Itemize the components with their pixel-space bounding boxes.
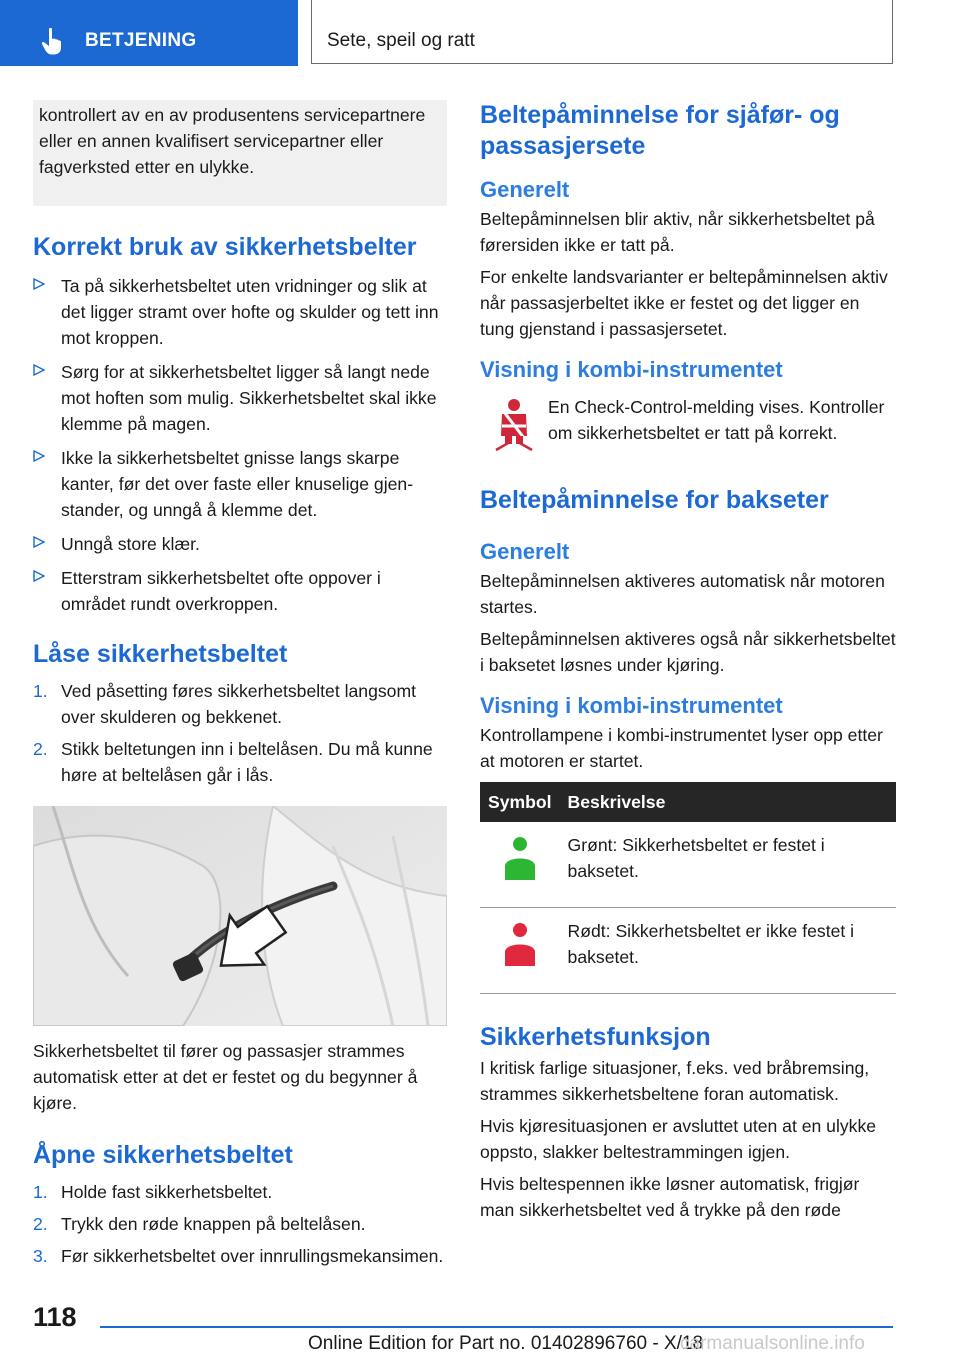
hand-pointer-icon (40, 27, 66, 55)
paragraph: Hvis beltespennen ikke løsner automatisk, frigjør man sikkerhetsbeltet ved å trykke på den røde (480, 1174, 860, 1220)
heading-correct-use: Korrekt bruk av sikkerhetsbelter (33, 233, 417, 261)
paragraph: Beltepåminnelsen aktiveres automatisk når motoren startes. (480, 571, 885, 617)
watermark: carmanualsonline.info (680, 1333, 865, 1354)
check-control-row (480, 394, 896, 457)
table-header-row (480, 782, 896, 822)
col-header-symbol: Symbol (480, 782, 560, 822)
page-header (0, 0, 960, 66)
step-item: 2. Trykk den røde knappen på beltelåsen. (33, 1214, 366, 1234)
lock-belt-steps (33, 678, 447, 788)
paragraph: For enkelte landsvarianter er beltepåminnelsen aktiv når passasjerbeltet ikke er festet og det ligger en tung gjenstand i passasjersetet. (480, 267, 888, 339)
heading-reminder-front: Beltepåminnelse for sjåfør- og passasjersete (480, 101, 840, 160)
right-column (480, 100, 896, 1223)
table-row (480, 908, 896, 994)
page-number: 118 (33, 1302, 77, 1332)
paragraph: Beltepåminnelsen blir aktiv, når sikkerhetsbeltet på førersiden ikke er tatt på. (480, 209, 875, 255)
chapter-tab (0, 0, 298, 66)
paragraph: I kritisk farlige situasjoner, f.eks. ved bråbremsing, strammes sikkerhetsbeltene foran automatisk. (480, 1058, 870, 1104)
seat-buckle-illustration (33, 806, 447, 1026)
seatbelt-warning-icon (494, 398, 534, 452)
heading-reminder-rear: Beltepåminnelse for bakseter (480, 486, 829, 514)
seat-belt-buckle-photo (33, 806, 447, 1026)
step-item: 3. Før sikkerhetsbeltet over innrullingsmekansimen. (33, 1246, 444, 1266)
green-occupant-icon (503, 836, 537, 882)
edition-note: Online Edition for Part no. 01402896760 - X/18 (308, 1333, 704, 1354)
heading-lock-belt: Låse sikkerhetsbeltet (33, 640, 288, 668)
subheading-general: Generelt (480, 539, 570, 564)
paragraph: Hvis kjøresituasjonen er avsluttet uten at en ulykke oppsto, slakker beltestrammingen igjen. (480, 1116, 877, 1162)
triangle-bullet-icon (33, 278, 45, 290)
list-item: Ta på sikkerhetsbeltet uten vridninger og slik at det ligger stramt over hofte og skulder og tett inn mot kroppen. (33, 273, 447, 351)
section-tab (311, 0, 893, 64)
row-description: Grønt: Sikkerhetsbeltet er festet i baksetet. (560, 822, 896, 908)
step-item: 2. Stikk beltetungen inn i beltelåsen. Du må kunne høre at beltelåsen går i lås. (33, 739, 433, 785)
subheading-instrument-display: Visning i kombi-instrumentet (480, 693, 783, 718)
triangle-bullet-icon (33, 536, 45, 548)
photo-caption: Sikkerhetsbeltet til fører og passasjer strammes automatisk etter at det er festet og du begynner å kjøre. (33, 1041, 418, 1113)
list-item: Ikke la sikkerhetsbeltet gnisse langs skarpe kanter, før det over faste eller knuselige gjenstander, og unngå å klemme det. (33, 445, 447, 523)
triangle-bullet-icon (33, 364, 45, 376)
subheading-instrument-display: Visning i kombi-instrumentet (480, 357, 783, 382)
page-footer (0, 1290, 960, 1362)
heading-open-belt: Åpne sikkerhetsbeltet (33, 1141, 293, 1169)
footer-rule (100, 1326, 893, 1328)
note-text: kontrollert av en av produsentens servicepartnere eller en annen kvalifisert servicepartner eller fagverksted etter en ulykke. (39, 105, 426, 177)
indicator-table (480, 782, 896, 994)
paragraph: Beltepåminnelsen aktiveres også når sikkerhetsbeltet i baksetet løsnes under kjøring. (480, 629, 896, 675)
list-item: Unngå store klær. (33, 531, 447, 557)
triangle-bullet-icon (33, 450, 45, 462)
step-item: 1. Ved påsetting føres sikkerhetsbeltet langsomt over skulderen og bekkenet. (33, 681, 416, 727)
red-occupant-icon (503, 922, 537, 968)
row-description: Rødt: Sikkerhetsbeltet er ikke festet i baksetet. (560, 908, 896, 994)
open-belt-steps (33, 1179, 447, 1269)
chapter-title: BETJENING (85, 30, 197, 51)
paragraph: Kontrollampene i kombi-instrumentet lyser opp etter at motoren er startet. (480, 725, 883, 771)
correct-use-list (33, 273, 447, 617)
col-header-description: Beskrivelse (560, 782, 896, 822)
step-item: 1. Holde fast sikkerhetsbeltet. (33, 1182, 273, 1202)
check-control-text: En Check-Control-melding vises. Kontroller om sikkerhetsbeltet er tatt på korrekt. (548, 397, 885, 443)
heading-safety-function: Sikkerhetsfunksjon (480, 1023, 711, 1051)
list-item: Sørg for at sikkerhetsbeltet ligger så langt nede mot hoften som mulig. Sikkerhetsbeltet skal ikke klemme på magen. (33, 359, 447, 437)
triangle-bullet-icon (33, 570, 45, 582)
left-column (33, 100, 447, 1269)
subheading-general: Generelt (480, 177, 570, 202)
warning-note-continuation (33, 100, 447, 206)
table-row (480, 822, 896, 908)
section-title: Sete, speil og ratt (327, 30, 475, 51)
list-item: Etterstram sikkerhetsbeltet ofte oppover i området rundt overkroppen. (33, 565, 447, 617)
